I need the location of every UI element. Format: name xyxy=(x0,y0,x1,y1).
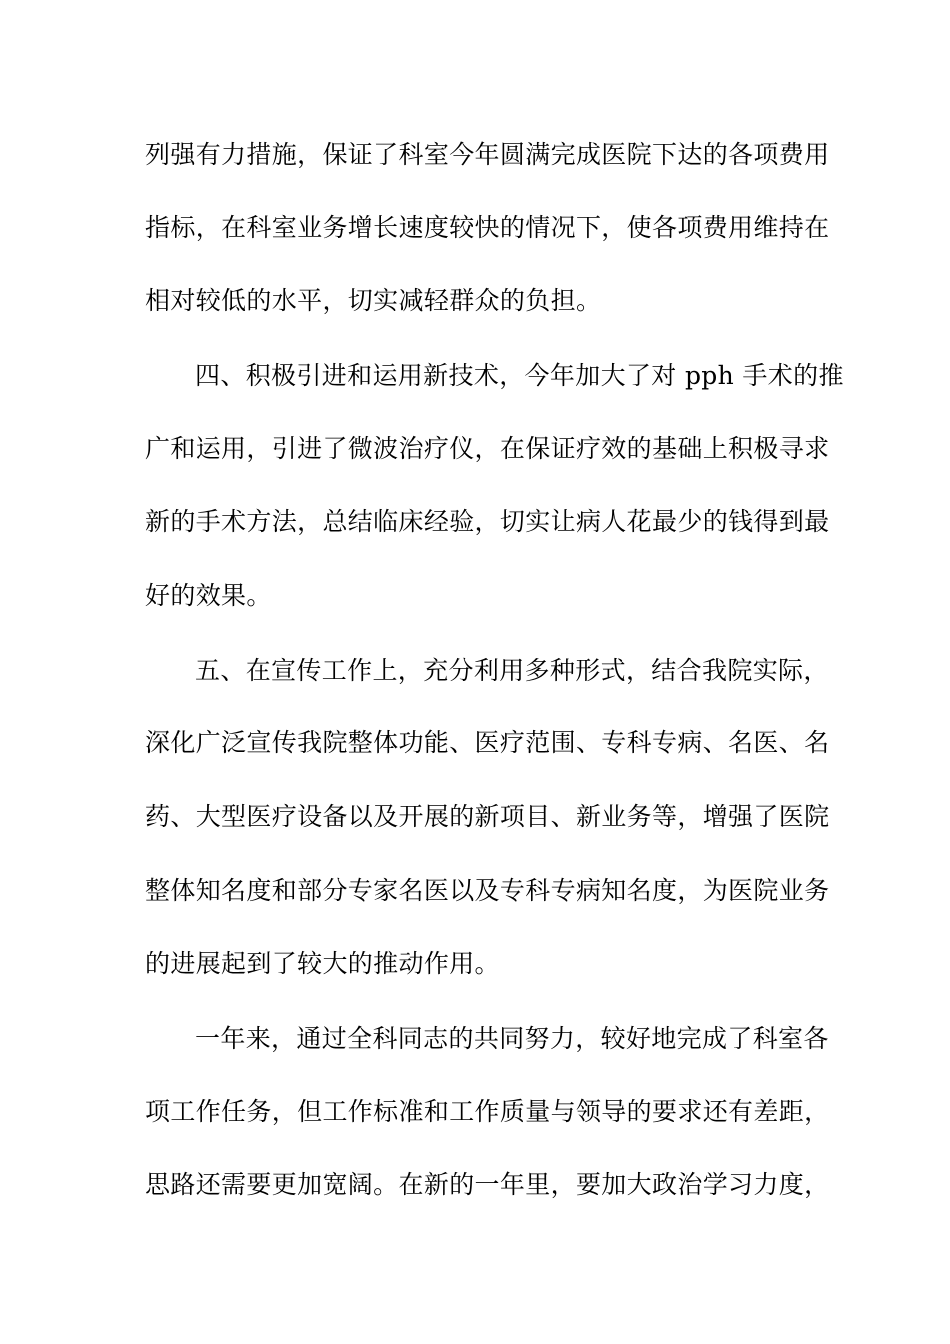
paragraph-line-4: 四、积极引进和运用新技术，今年加大了对 pph 手术的推 xyxy=(195,361,844,390)
paragraph-line-7: 好的效果。 xyxy=(145,581,272,610)
paragraph-line-13: 一年来，通过全科同志的共同努力，较好地完成了科室各 xyxy=(195,1024,829,1053)
paragraph-line-14: 项工作任务，但工作标准和工作质量与领导的要求还有差距， xyxy=(145,1097,830,1126)
paragraph-line-1: 列强有力措施，保证了科室今年圆满完成医院下达的各项费用 xyxy=(145,140,830,169)
paragraph-line-6: 新的手术方法，总结临床经验，切实让病人花最少的钱得到最 xyxy=(145,507,830,536)
paragraph-line-11: 整体知名度和部分专家名医以及专科专病知名度，为医院业务 xyxy=(145,876,830,905)
paragraph-line-12: 的进展起到了较大的推动作用。 xyxy=(145,949,500,978)
paragraph-line-15: 思路还需要更加宽阔。在新的一年里，要加大政治学习力度， xyxy=(145,1170,830,1199)
paragraph-line-3: 相对较低的水平，切实减轻群众的负担。 xyxy=(145,286,602,315)
paragraph-line-9: 深化广泛宣传我院整体功能、医疗范围、专科专病、名医、名 xyxy=(145,728,830,757)
paragraph-line-10: 药、大型医疗设备以及开展的新项目、新业务等，增强了医院 xyxy=(145,802,830,831)
paragraph-line-2: 指标，在科室业务增长速度较快的情况下，使各项费用维持在 xyxy=(145,213,830,242)
paragraph-line-5: 广和运用，引进了微波治疗仪，在保证疗效的基础上积极寻求 xyxy=(145,434,830,463)
paragraph-line-8: 五、在宣传工作上，充分利用多种形式，结合我院实际， xyxy=(195,656,829,685)
